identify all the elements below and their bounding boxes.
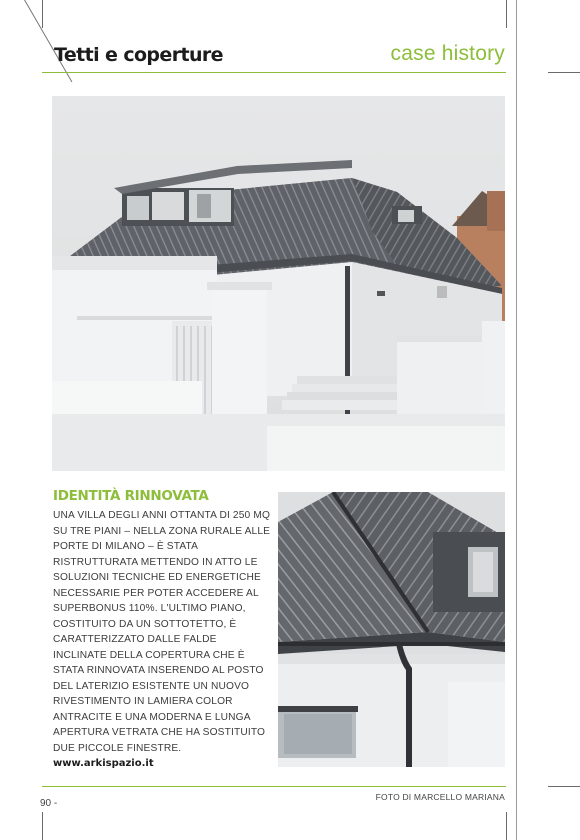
header-divider — [42, 72, 506, 73]
villa-photo — [52, 96, 505, 471]
crop-mark — [506, 0, 507, 28]
footer-divider — [42, 786, 506, 787]
page-title: Tetti e coperture — [54, 44, 223, 66]
page-number: 90 - — [40, 798, 58, 809]
article-body: UNA VILLA DEGLI ANNI OTTANTA DI 250 MQ SU TRE PIANI – NELLA ZONA RURALE ALLE PORTE DI MILANO – È STATA RISTRUTTURATA METTENDO IN ATTO LE SOLUZIONI TECNICHE ED ENERGETICHE NECESSARIE PER POTER ACCEDERE AL SUPERBONUS 110%. L'ULTIMO PIANO, COSTITUITO DA UN SOTTOTETTO, È CARATTERIZZATO DALLE FALDE INCLINATE DELLA COPERTURA CHE È STATA RINNOVATA INSERENDO AL POSTO DEL LATERIZIO ESISTENTE UN NUOVO RIVESTIMENTO IN LAMIERA COLOR ANTRACITE E UNA MODERNA E LUNGA APERTURA VETRATA CHE HA SOSTITUITO DUE PICCOLE FINESTRE. — [53, 510, 271, 754]
photo-credit: FOTO DI MARCELLO MARIANA — [375, 792, 505, 802]
section-label: case history — [390, 42, 505, 65]
crop-mark — [42, 0, 43, 28]
crop-mark — [42, 812, 43, 840]
article-headline: IDENTITÀ RINNOVATA — [53, 488, 209, 504]
article — [53, 488, 273, 769]
roof-detail-photo — [278, 492, 505, 767]
crop-mark — [548, 72, 580, 73]
website-link[interactable]: www.arkispazio.it — [53, 758, 154, 769]
crop-mark — [516, 0, 517, 840]
crop-mark — [506, 812, 507, 840]
crop-mark — [548, 786, 580, 787]
crop-mark — [24, 0, 72, 82]
